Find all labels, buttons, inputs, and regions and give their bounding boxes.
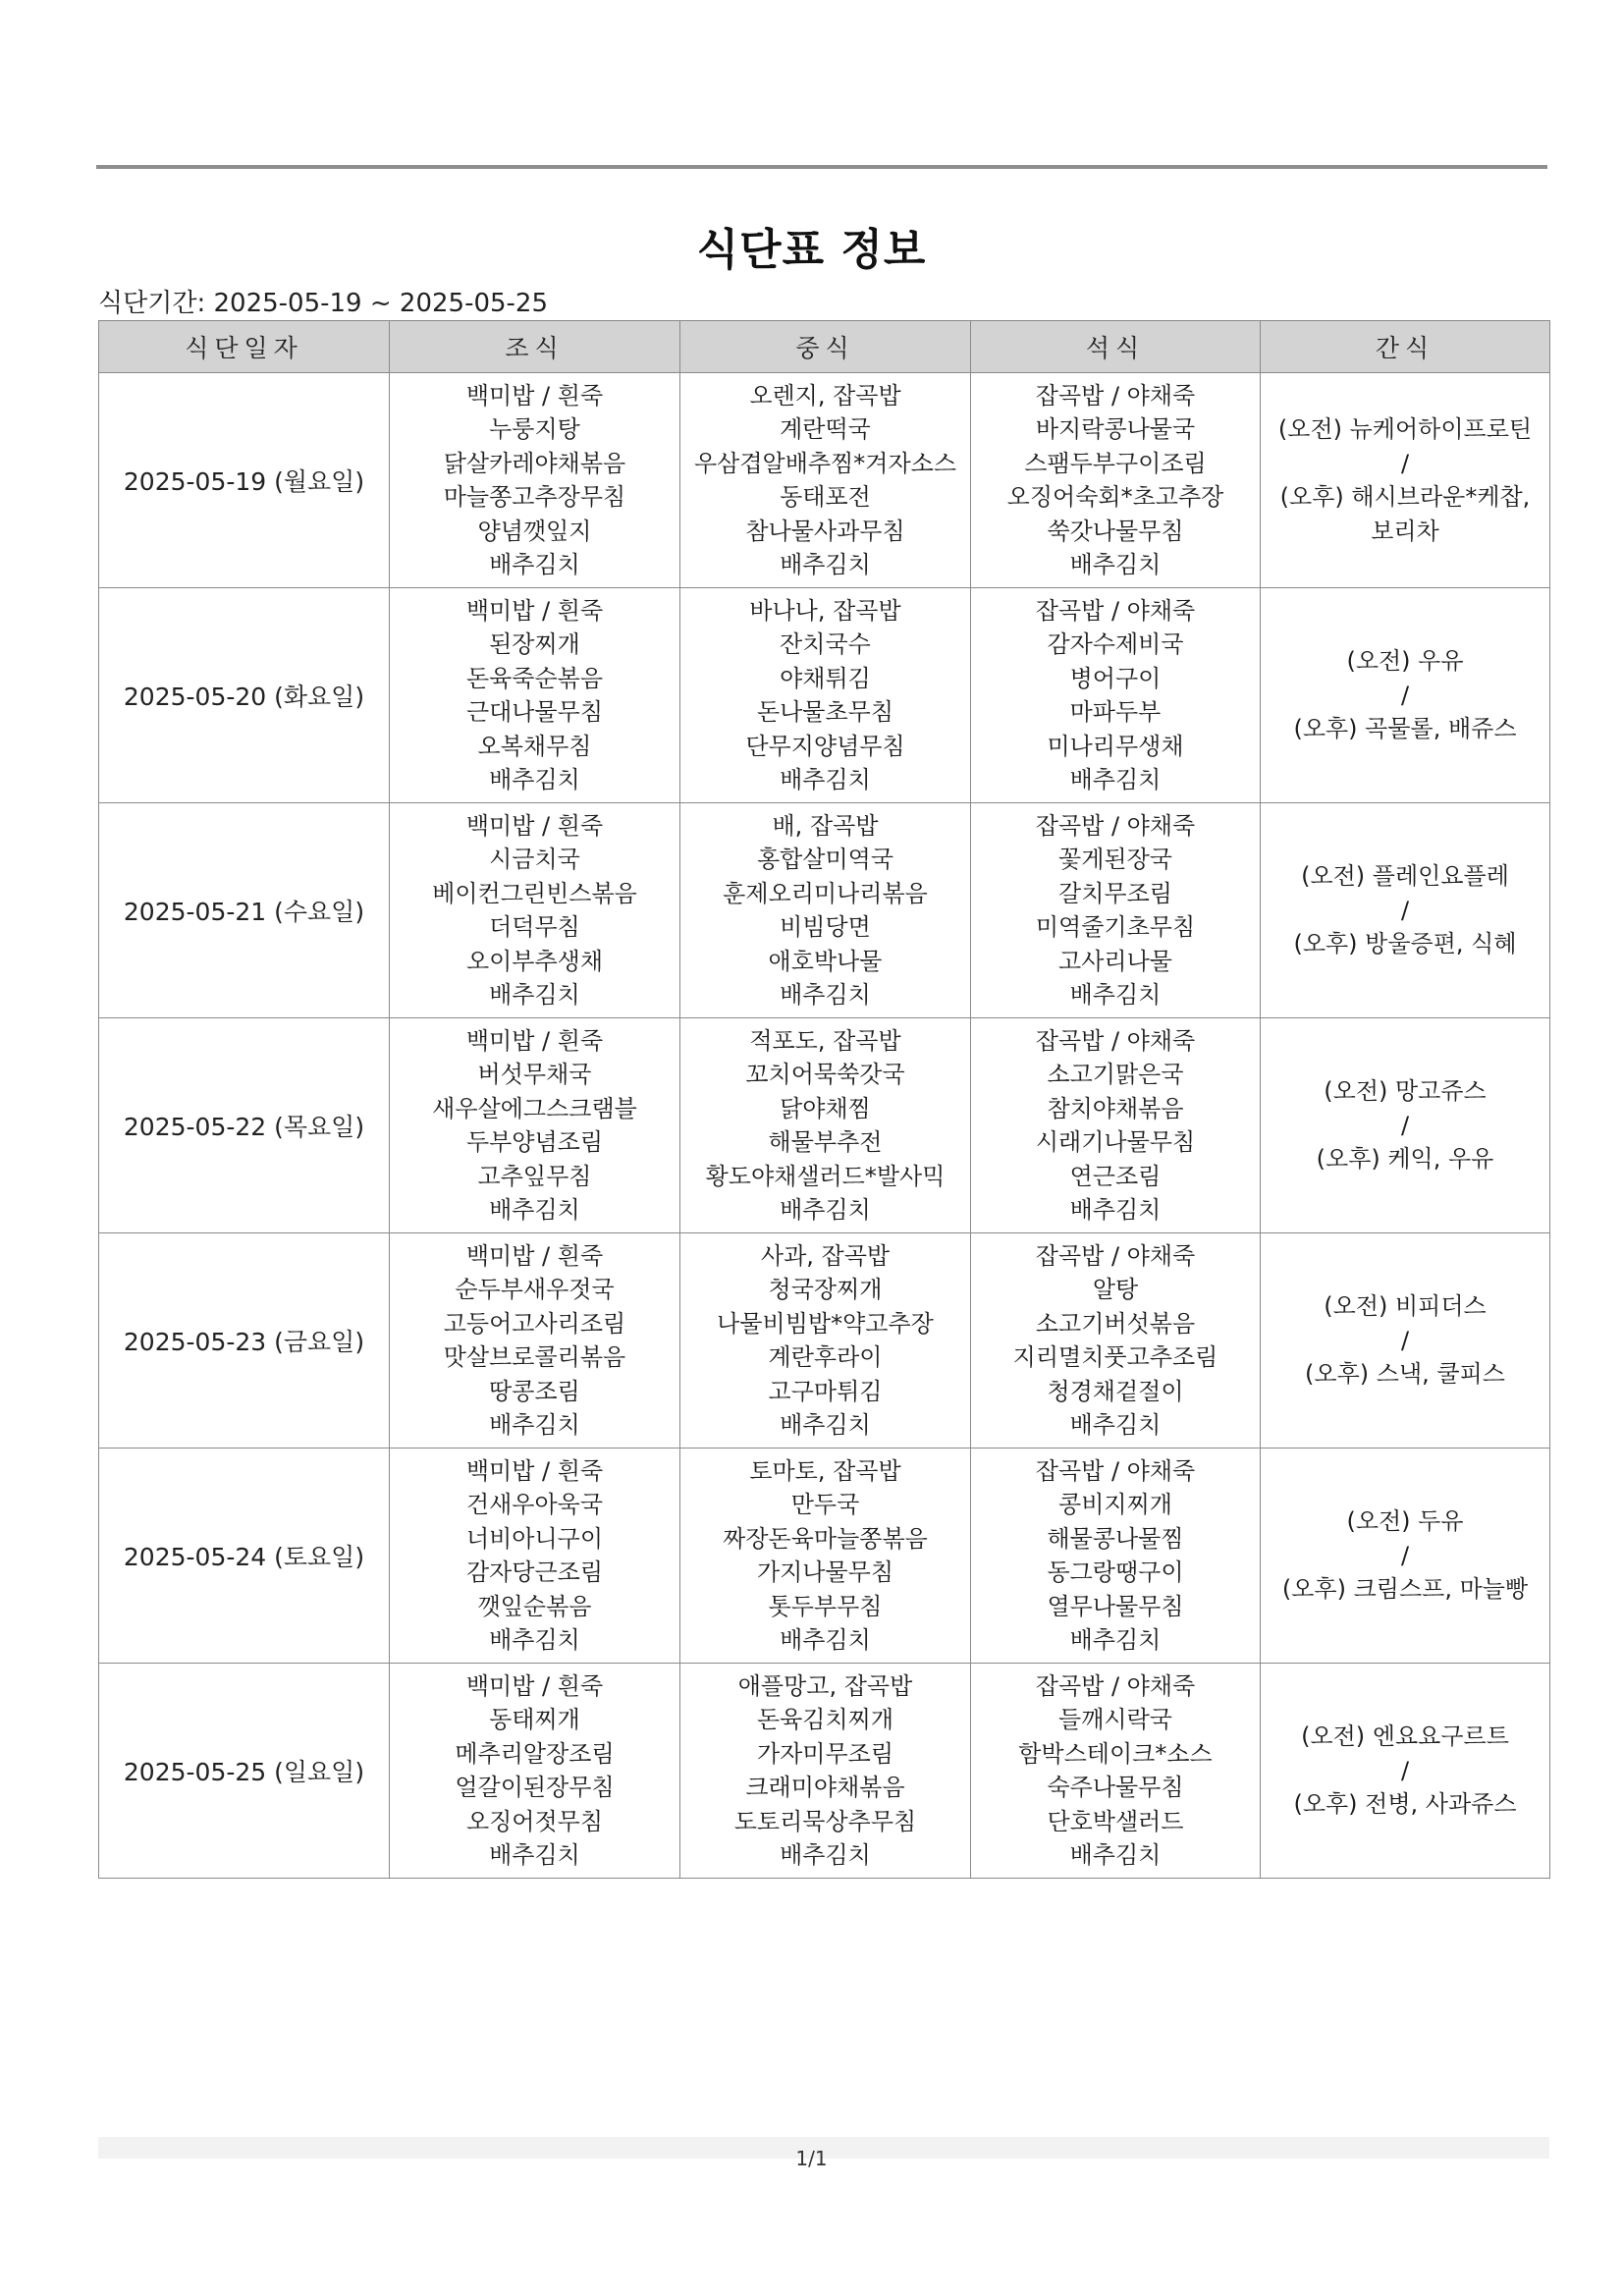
dish-item: 얼갈이된장무침 [455,1774,615,1801]
dish-item: 배추김치 [1069,766,1162,793]
breakfast-cell [390,1233,680,1449]
dish-item: 배추김치 [489,1411,580,1439]
breakfast-cell [390,803,680,1018]
dish-item: 바나나, 잡곡밥 [749,596,901,625]
snack-cell [1261,803,1550,1018]
dish-item: 된장찌개 [489,630,580,658]
dinner-cell [971,1018,1261,1233]
dish-item: 만두국 [790,1491,860,1518]
dish-item: 잡곡밥 / 야채죽 [1035,381,1196,410]
dish-item: 마파두부 [1069,698,1162,726]
lunch-dish-list [680,809,970,1012]
dish-item: 들깨시락국 [1058,1706,1172,1733]
snack-line: / [1400,681,1410,709]
table-row [99,1233,1550,1449]
breakfast-cell [390,373,680,588]
lunch-cell [680,1449,971,1664]
dish-item: 꽃게된장국 [1058,846,1172,873]
dish-item: 소고기맑은국 [1047,1061,1184,1088]
snack-line: (오후) 스낵, 쿨피스 [1305,1360,1505,1389]
dish-item: 맛살브로콜리볶음 [443,1343,626,1371]
dish-item: 백미밥 / 흰죽 [465,596,604,625]
dish-item: 가지나물무침 [756,1558,894,1586]
table-row [99,1449,1550,1664]
dish-item: 단무지양념무침 [745,732,905,760]
meal-table [98,320,1550,1879]
dish-item: 동태포전 [780,483,871,511]
lunch-dish-list [680,1024,970,1228]
meal-table-body [99,373,1550,1879]
dish-item: 톳두부무침 [768,1592,883,1620]
lunch-dish-list [680,379,970,582]
breakfast-dish-list [390,1669,679,1873]
breakfast-cell [390,1018,680,1233]
table-row [99,803,1550,1018]
dinner-dish-list [971,1239,1260,1443]
dish-item: 동태찌개 [489,1706,580,1733]
snack-line: (오후) 곡물롤, 배쥬스 [1293,715,1517,743]
dish-item: 양념깻잎지 [477,517,592,545]
dish-item: 배추김치 [780,551,871,578]
dish-item: 돈육김치찌개 [756,1706,894,1733]
dish-item: 배추김치 [780,1196,871,1224]
header-snack: 간식 [1261,321,1550,373]
dish-item: 단호박샐러드 [1047,1807,1184,1835]
dish-item: 애플망고, 잡곡밥 [737,1671,913,1700]
breakfast-dish-list [390,1024,679,1228]
date-cell: 2025-05-20 (화요일) [99,588,390,803]
dish-item: 배추김치 [780,981,871,1009]
header-row [99,321,1550,373]
dish-item: 땅콩조림 [489,1377,580,1405]
dish-item: 배추김치 [489,766,580,793]
snack-line: (오전) 우유 [1346,647,1464,676]
dish-item: 배추김치 [1069,1626,1162,1654]
date-cell: 2025-05-24 (토요일) [99,1449,390,1664]
dish-item: 시금치국 [489,846,580,873]
dinner-dish-list [971,809,1260,1012]
snack-line: (오후) 케익, 우유 [1316,1145,1494,1174]
breakfast-dish-list [390,594,679,797]
dish-item: 열무나물무침 [1047,1592,1184,1620]
dish-item: 순두부새우젓국 [455,1276,615,1303]
dinner-cell [971,803,1261,1018]
table-row [99,1018,1550,1233]
dish-item: 참나물사과무침 [745,517,905,545]
dish-item: 잡곡밥 / 야채죽 [1035,1456,1196,1485]
dish-item: 오복채무침 [477,732,592,760]
snack-line: / [1400,1111,1410,1139]
dish-item: 배추김치 [780,1411,871,1439]
dish-item: 배추김치 [489,551,580,578]
dish-item: 스팸두부구이조림 [1024,449,1207,477]
header-breakfast: 조식 [390,321,680,373]
dish-item: 오이부추생채 [465,947,604,975]
dish-item: 고구마튀김 [768,1377,883,1405]
dinner-dish-list [971,1454,1260,1658]
snack-line: (오전) 망고쥬스 [1324,1077,1487,1106]
dish-item: 크래미야채볶음 [745,1774,905,1801]
dish-item: 더덕무침 [489,913,580,941]
dish-item: 콩비지찌개 [1058,1491,1172,1518]
dish-item: 잡곡밥 / 야채죽 [1035,811,1196,840]
snack-cell [1261,373,1550,588]
dish-item: 청국장찌개 [768,1276,883,1303]
dish-item: 닭야채찜 [780,1094,871,1122]
dish-item: 잡곡밥 / 야채죽 [1035,1026,1196,1055]
dish-item: 고등어고사리조림 [443,1309,626,1338]
dish-item: 애호박나물 [768,947,883,975]
snack-line: (오전) 뉴케어하이프로틴 [1277,415,1533,443]
dish-item: 새우살에그스크램블 [432,1094,637,1122]
dish-item: 계란떡국 [780,415,871,443]
dish-item: 함박스테이크*소스 [1018,1739,1213,1768]
dish-item: 백미밥 / 흰죽 [465,1456,604,1485]
snack-line: (오전) 두유 [1346,1507,1464,1536]
dish-item: 동그랑땡구이 [1047,1558,1184,1586]
breakfast-cell [390,588,680,803]
snack-line: (오전) 엔요요구르트 [1301,1722,1509,1751]
dish-item: 알탕 [1092,1276,1139,1303]
dish-item: 마늘쫑고추장무침 [443,483,626,511]
snack-line: (오전) 플레인요플레 [1301,862,1509,891]
dish-item: 미역줄기초무침 [1035,913,1196,941]
lunch-dish-list [680,1669,970,1873]
dish-item: 토마토, 잡곡밥 [749,1456,901,1485]
date-cell: 2025-05-19 (월요일) [99,373,390,588]
snack-line: / [1400,1326,1410,1354]
dish-item: 배, 잡곡밥 [772,811,879,840]
dish-item: 오렌지, 잡곡밥 [749,381,901,410]
dish-item: 가자미무조림 [756,1739,894,1768]
dish-item: 고사리나물 [1058,947,1172,975]
dish-item: 시래기나물무침 [1035,1128,1196,1156]
lunch-cell [680,1664,971,1879]
snack-line: (오후) 전병, 사과쥬스 [1293,1790,1517,1819]
dish-item: 배추김치 [1069,1411,1162,1439]
snack-line: (오전) 비피더스 [1324,1292,1487,1321]
snack-line: / [1400,1756,1410,1784]
dish-item: 깻잎순볶음 [477,1592,592,1620]
dish-item: 닭살카레야채볶음 [443,449,626,477]
dish-item: 잡곡밥 / 야채죽 [1035,596,1196,625]
dish-item: 배추김치 [1069,551,1162,578]
dish-item: 해물부추전 [768,1128,883,1156]
breakfast-dish-list [390,1454,679,1658]
dish-item: 배추김치 [489,1841,580,1869]
dinner-cell [971,1664,1261,1879]
lunch-cell [680,1233,971,1449]
dish-item: 근대나물무침 [465,698,604,726]
dish-item: 버섯무채국 [477,1061,592,1088]
dish-item: 사과, 잡곡밥 [760,1241,891,1270]
dish-item: 쑥갓나물무침 [1047,517,1184,545]
dish-item: 백미밥 / 흰죽 [465,1671,604,1700]
dish-item: 잔치국수 [780,630,871,658]
dish-item: 우삼겹알배추찜*겨자소스 [693,449,957,477]
snack-cell [1261,1449,1550,1664]
breakfast-dish-list [390,1239,679,1443]
date-cell: 2025-05-25 (일요일) [99,1664,390,1879]
dish-item: 병어구이 [1069,664,1162,692]
header-dinner: 석식 [971,321,1261,373]
dish-item: 배추김치 [489,981,580,1009]
lunch-cell [680,1018,971,1233]
table-row [99,588,1550,803]
dish-item: 백미밥 / 흰죽 [465,1241,604,1270]
breakfast-cell [390,1664,680,1879]
dish-item: 잡곡밥 / 야채죽 [1035,1671,1196,1700]
dish-item: 감자당근조림 [465,1558,604,1586]
dish-item: 배추김치 [780,1626,871,1654]
snack-line: (오후) 크림스프, 마늘빵 [1281,1575,1529,1604]
dish-item: 훈제오리미나리볶음 [723,879,928,907]
date-cell: 2025-05-22 (목요일) [99,1018,390,1233]
dish-item: 짜장돈육마늘쫑볶음 [723,1524,928,1553]
snack-line: / [1400,896,1410,924]
dish-item: 백미밥 / 흰죽 [465,381,604,410]
dish-item: 잡곡밥 / 야채죽 [1035,1241,1196,1270]
dish-item: 해물콩나물찜 [1047,1524,1184,1553]
dinner-cell [971,1449,1261,1664]
dish-item: 나물비빔밥*약고추장 [717,1309,934,1338]
dinner-dish-list [971,1024,1260,1228]
dinner-dish-list [971,379,1260,582]
dish-item: 계란후라이 [768,1343,883,1371]
lunch-dish-list [680,1239,970,1443]
meal-period: 식단기간: 2025-05-19 ~ 2025-05-25 [98,289,549,318]
dish-item: 누룽지탕 [489,415,580,443]
breakfast-cell [390,1449,680,1664]
dish-item: 갈치무조림 [1058,879,1172,907]
dish-item: 미나리무생채 [1047,732,1184,760]
dinner-dish-list [971,1669,1260,1873]
top-divider [96,165,1547,169]
dish-item: 비빔당면 [780,913,871,941]
dish-item: 황도야채샐러드*발사믹 [705,1162,946,1190]
dish-item: 참치야채볶음 [1047,1094,1184,1122]
dish-item: 백미밥 / 흰죽 [465,1026,604,1055]
dish-item: 배추김치 [1069,1196,1162,1224]
lunch-dish-list [680,1454,970,1658]
dish-item: 홍합살미역국 [756,846,894,873]
dish-item: 돈나물초무침 [756,698,894,726]
dish-item: 두부양념조림 [465,1128,604,1156]
snack-cell [1261,588,1550,803]
date-cell: 2025-05-21 (수요일) [99,803,390,1018]
dish-item: 청경채겉절이 [1047,1377,1184,1405]
dinner-dish-list [971,594,1260,797]
dish-item: 연근조림 [1069,1162,1162,1190]
header-date: 식단일자 [99,321,390,373]
lunch-dish-list [680,594,970,797]
breakfast-dish-list [390,379,679,582]
snack-line: (오후) 방울증편, 식혜 [1293,930,1517,958]
dish-item: 고추잎무침 [477,1162,592,1190]
dish-item: 돈육죽순볶음 [465,664,604,692]
table-row [99,373,1550,588]
dish-item: 너비아니구이 [465,1524,604,1553]
dish-item: 배추김치 [1069,1841,1162,1869]
breakfast-dish-list [390,809,679,1012]
snack-line: 보리차 [1371,517,1439,545]
page-number: 1/1 [795,2147,828,2170]
dish-item: 건새우아욱국 [465,1491,604,1518]
header-lunch: 중식 [680,321,971,373]
dinner-cell [971,373,1261,588]
dinner-cell [971,588,1261,803]
dish-item: 베이컨그린빈스볶음 [432,879,637,907]
date-cell: 2025-05-23 (금요일) [99,1233,390,1449]
page-title: 식단표 정보 [696,225,927,275]
dish-item: 도토리묵상추무침 [733,1807,917,1835]
dish-item: 배추김치 [1069,981,1162,1009]
dish-item: 배추김치 [780,766,871,793]
dish-item: 백미밥 / 흰죽 [465,811,604,840]
dinner-cell [971,1233,1261,1449]
snack-line: (오후) 해시브라운*케찹, [1279,483,1531,511]
table-row [99,1664,1550,1879]
dish-item: 배추김치 [489,1196,580,1224]
dish-item: 야채튀김 [780,664,871,692]
lunch-cell [680,588,971,803]
snack-cell [1261,1233,1550,1449]
dish-item: 꼬치어묵쑥갓국 [745,1061,905,1088]
snack-cell [1261,1664,1550,1879]
dish-item: 오징어젓무침 [465,1807,604,1835]
lunch-cell [680,803,971,1018]
dish-item: 메추리알장조림 [455,1739,615,1768]
snack-cell [1261,1018,1550,1233]
snack-line: / [1400,449,1410,477]
dish-item: 오징어숙회*초고추장 [1006,483,1224,511]
dish-item: 적포도, 잡곡밥 [749,1026,901,1055]
dish-item: 숙주나물무침 [1047,1774,1184,1801]
dish-item: 감자수제비국 [1047,630,1184,658]
dish-item: 바지락콩나물국 [1035,415,1196,443]
snack-line: / [1400,1541,1410,1569]
dish-item: 배추김치 [780,1841,871,1869]
dish-item: 지리멸치풋고추조림 [1012,1343,1218,1371]
lunch-cell [680,373,971,588]
dish-item: 배추김치 [489,1626,580,1654]
dish-item: 소고기버섯볶음 [1035,1309,1196,1338]
